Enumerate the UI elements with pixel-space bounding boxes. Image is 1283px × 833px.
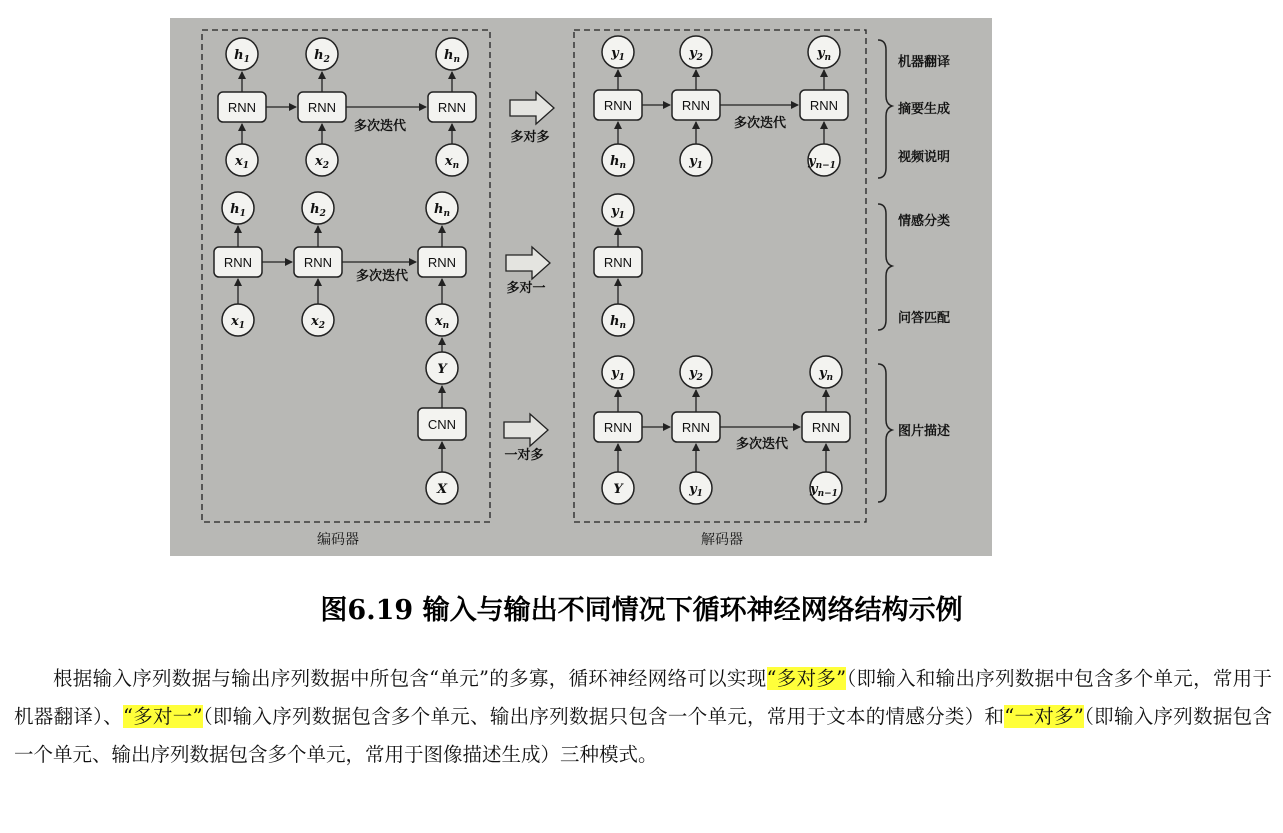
rnn-diagram xyxy=(170,18,992,556)
svg-text:RNN: RNN xyxy=(307,100,337,115)
para-text: （即输入序列数据包含一个单元、输出序列数据包含多个单元，常用于图像描述生成）三种模式。 xyxy=(14,705,1272,766)
figure-caption: 图6.19 输入与输出不同情况下循环神经网络结构示例 xyxy=(320,595,963,626)
svg-text:RNN: RNN xyxy=(223,255,253,270)
svg-text:X: X xyxy=(436,482,448,497)
svg-text:RNN: RNN xyxy=(603,98,633,113)
svg-text:RNN: RNN xyxy=(681,420,711,435)
svg-text:y1: $y_1$ xyxy=(611,46,625,63)
mode-label-many-to-one: 多对一 xyxy=(506,281,546,296)
task-sentiment: 情感分类 xyxy=(898,214,951,229)
svg-text:x1: $x_1$ xyxy=(230,314,246,331)
svg-text:y2: $y_2$ xyxy=(689,366,703,383)
svg-text:RNN: RNN xyxy=(603,255,633,270)
svg-text:y1: $y_1$ xyxy=(611,366,625,383)
highlight-many-to-one: “多对一” xyxy=(122,705,203,728)
svg-text:h1: $h_1$ xyxy=(230,202,246,219)
body-paragraph xyxy=(14,660,1272,774)
svg-text:xn: $x_n$ xyxy=(444,154,460,171)
svg-text:hn: $h_n$ xyxy=(434,202,450,219)
svg-text:Y: Y xyxy=(613,482,623,497)
para-text: （即输入序列数据包含多个单元、输出序列数据只包含一个单元，常用于文本的情感分类）和 xyxy=(202,705,1005,728)
svg-text:RNN: RNN xyxy=(603,420,633,435)
svg-text:RNN: RNN xyxy=(427,255,457,270)
para-text: 根据输入序列数据与输出序列数据中所包含“单元”的多寡，循环神经网络可以实现 xyxy=(53,667,767,690)
mode-label-many-to-many: 多对多 xyxy=(510,130,550,145)
encoder-label: 编码器 xyxy=(317,532,359,548)
highlight-many-to-many: “多对多” xyxy=(766,667,847,690)
figure-photo xyxy=(170,18,992,556)
task-summarization: 摘要生成 xyxy=(898,102,951,117)
highlight-one-to-many: “一对多” xyxy=(1004,705,1084,728)
svg-text:RNN: RNN xyxy=(227,100,257,115)
task-image-caption: 图片描述 xyxy=(898,424,951,439)
svg-text:RNN: RNN xyxy=(437,100,467,115)
svg-text:y1: $y_1$ xyxy=(689,154,703,171)
task-video-captioning: 视频说明 xyxy=(898,150,951,165)
svg-text:x2: $x_2$ xyxy=(314,154,330,171)
task-qa-matching: 问答匹配 xyxy=(898,311,951,326)
svg-text:多次迭代: 多次迭代 xyxy=(735,437,789,452)
svg-text:hn: $h_n$ xyxy=(444,48,460,65)
svg-text:yn: $y_n$ xyxy=(816,46,832,63)
svg-text:h2: $h_2$ xyxy=(310,202,326,219)
decoder-label: 解码器 xyxy=(701,532,743,548)
svg-text:RNN: RNN xyxy=(809,98,839,113)
svg-text:CNN: CNN xyxy=(427,417,457,432)
svg-text:yn−1: $y_{n-1}$ xyxy=(808,154,836,171)
svg-text:RNN: RNN xyxy=(303,255,333,270)
mode-label-one-to-many: 一对多 xyxy=(504,448,544,463)
svg-text:Y: Y xyxy=(437,362,447,377)
svg-text:x2: $x_2$ xyxy=(310,314,326,331)
para-text: （即输入和输出序列数据中包含多个单元，常用于机器翻译）、 xyxy=(14,667,1272,728)
svg-text:h2: $h_2$ xyxy=(314,48,330,65)
svg-text:hn: $h_n$ xyxy=(610,314,626,331)
svg-text:y1: $y_1$ xyxy=(611,204,625,221)
svg-text:y2: $y_2$ xyxy=(689,46,703,63)
svg-text:RNN: RNN xyxy=(811,420,841,435)
svg-text:hn: $h_n$ xyxy=(610,154,626,171)
svg-text:yn−1: $y_{n-1}$ xyxy=(810,482,838,499)
svg-text:h1: $h_1$ xyxy=(234,48,250,65)
svg-text:RNN: RNN xyxy=(681,98,711,113)
iteration-label: 多次迭代 xyxy=(353,119,407,134)
svg-text:y1: $y_1$ xyxy=(689,482,703,499)
svg-text:多次迭代: 多次迭代 xyxy=(733,116,787,131)
task-machine-translation: 机器翻译 xyxy=(898,55,951,70)
svg-text:xn: $x_n$ xyxy=(434,314,450,331)
svg-text:yn: $y_n$ xyxy=(818,366,834,383)
svg-text:多次迭代: 多次迭代 xyxy=(355,269,409,284)
svg-text:x1: $x_1$ xyxy=(234,154,250,171)
